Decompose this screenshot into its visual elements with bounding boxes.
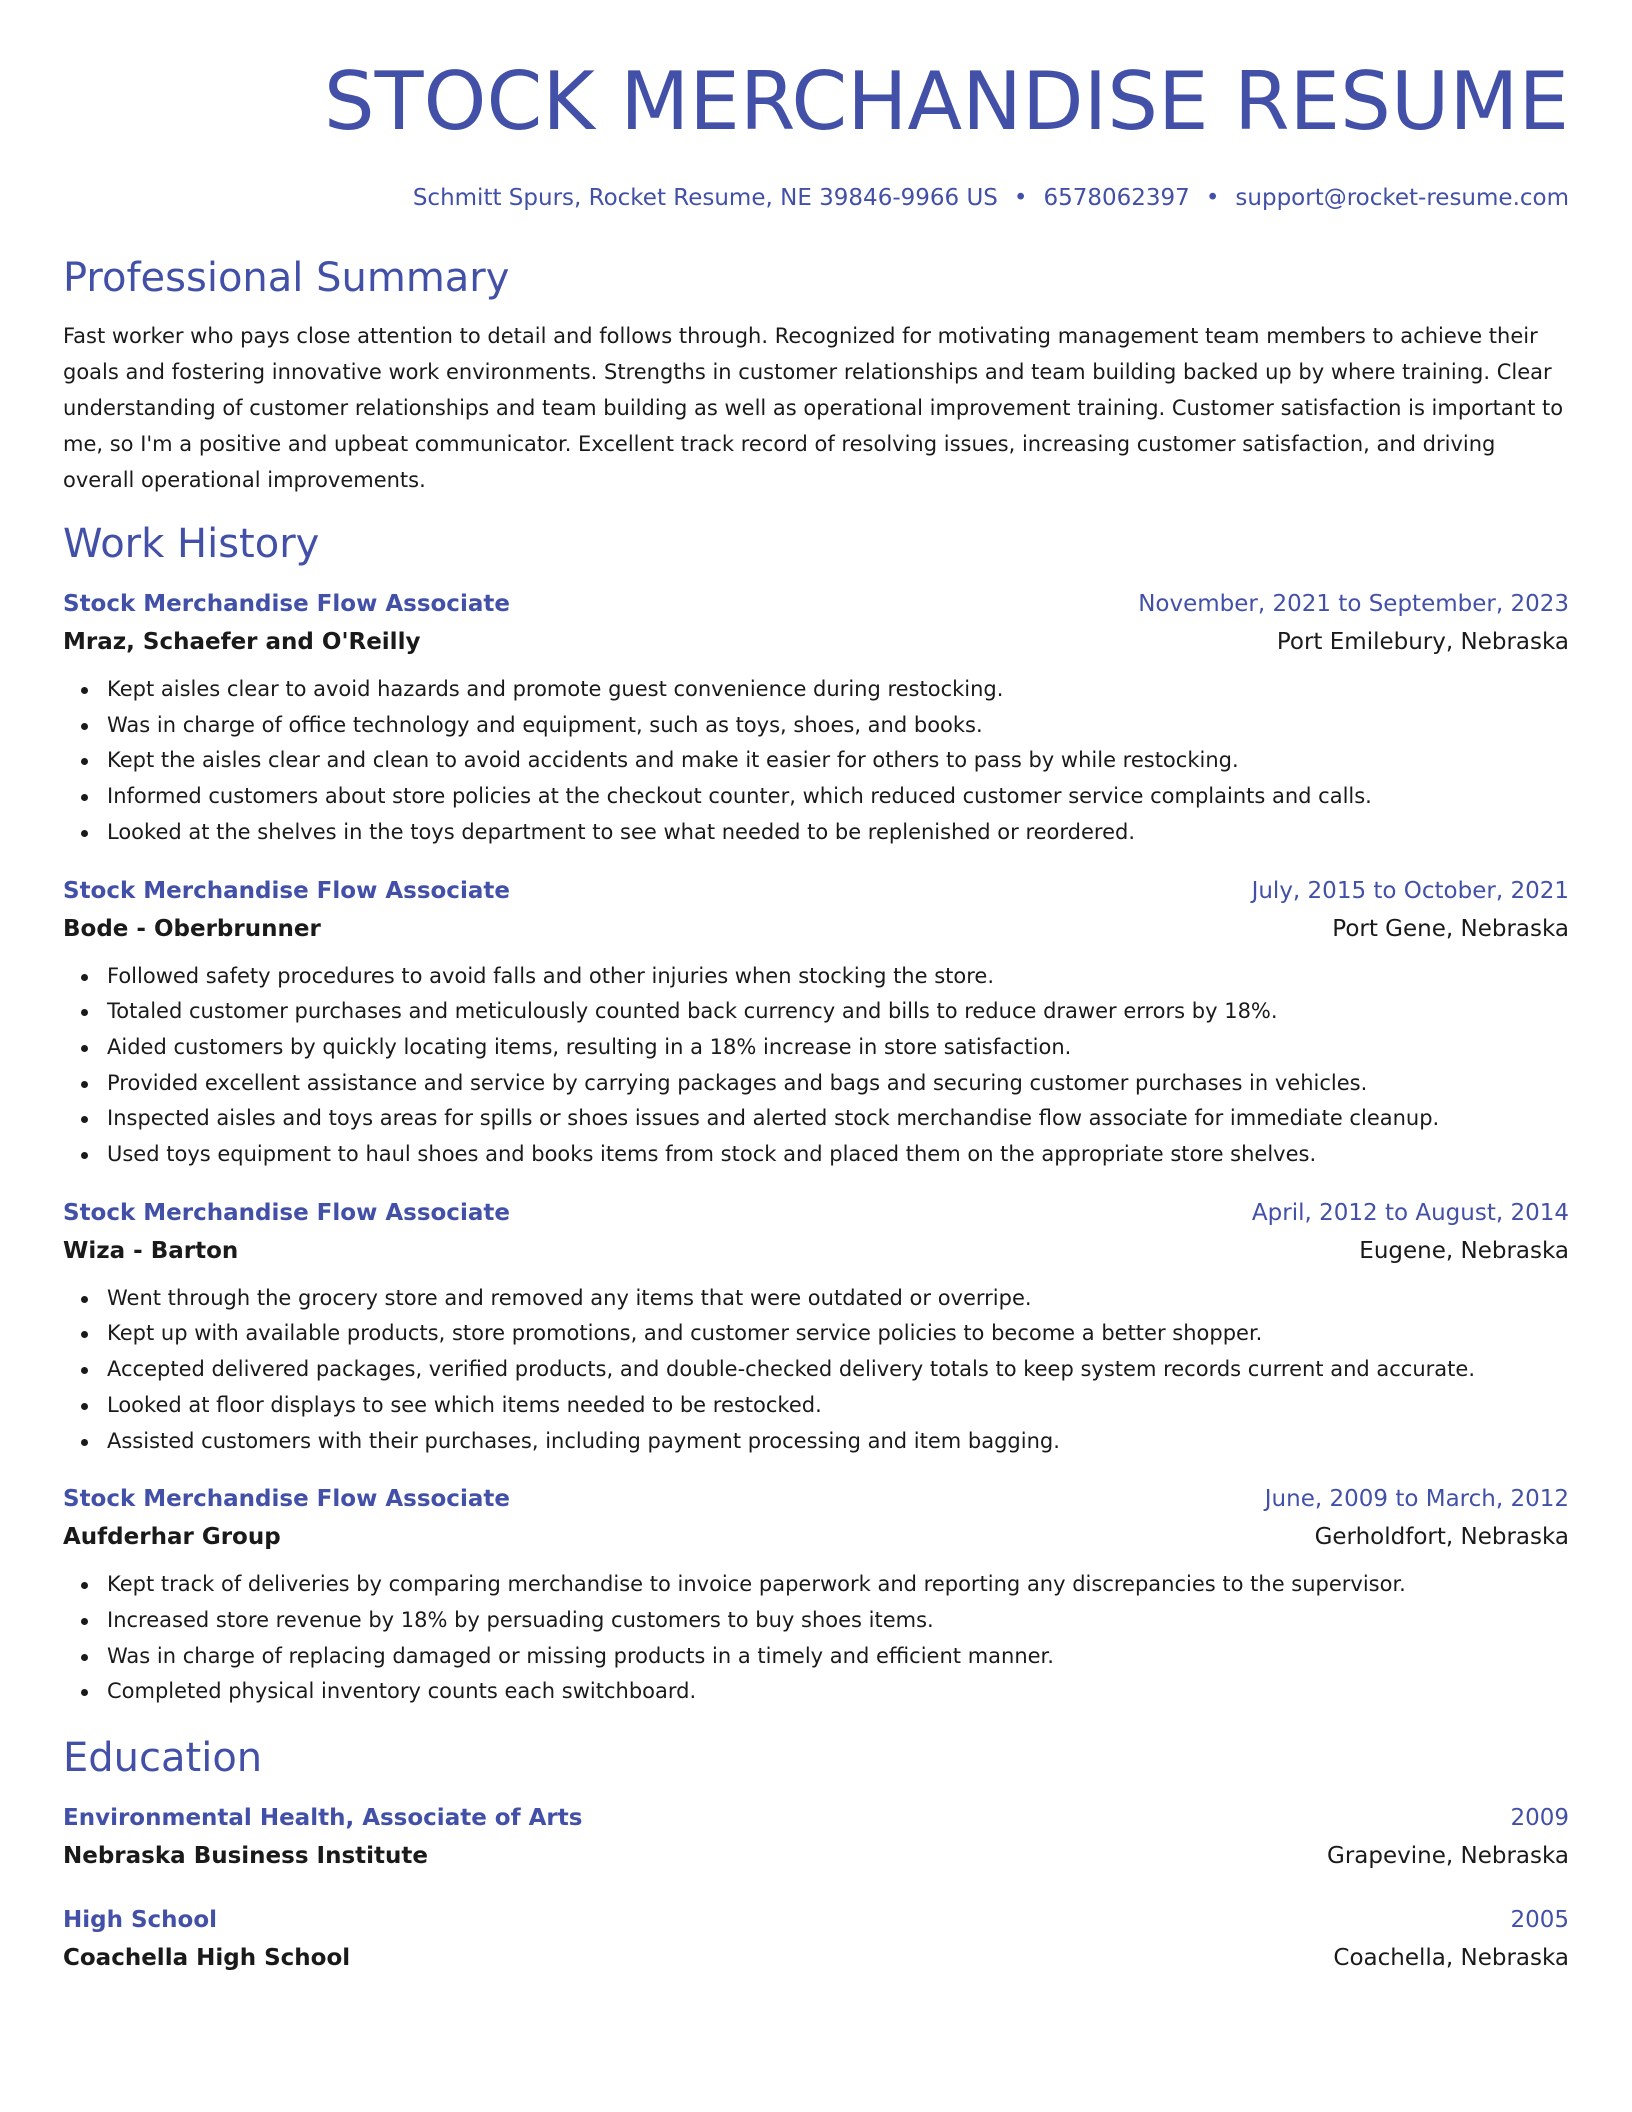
job-role: Stock Merchandise Flow Associate xyxy=(63,1199,510,1226)
job-bullets xyxy=(63,1281,1569,1460)
education-heading: Education xyxy=(63,1735,263,1782)
education-location: Coachella, Nebraska xyxy=(1333,1945,1569,1972)
job-dates: July, 2015 to October, 2021 xyxy=(1251,877,1569,904)
job-bullet: Completed physical inventory counts each switchboard. xyxy=(107,1674,1569,1710)
job-location: Gerholdfort, Nebraska xyxy=(1314,1524,1569,1551)
job-location: Eugene, Nebraska xyxy=(1359,1237,1569,1264)
education-year: 2009 xyxy=(1510,1805,1569,1832)
education-school: Coachella High School xyxy=(63,1945,351,1972)
education-entry xyxy=(63,1800,1569,1876)
job-bullet: Kept up with available products, store promotions, and customer service policies to become a better shopper. xyxy=(107,1316,1569,1352)
job-bullet: Inspected aisles and toys areas for spills or shoes issues and alerted stock merchandise flow associate for immediate cleanup. xyxy=(107,1101,1569,1137)
job-bullet: Kept the aisles clear and clean to avoid accidents and make it easier for others to pass by while restocking. xyxy=(107,743,1569,779)
resume-header xyxy=(63,52,1569,214)
job-company: Bode - Oberbrunner xyxy=(63,915,321,942)
summary-text: Fast worker who pays close attention to detail and follows through. Recognized for motivating management team members to achieve their goals and fostering innovative work environments. Strengths in customer relationships and team building backed up by where training. Clear understanding of customer relationships and team building as well as operational improvement training. Customer satisfaction is important to me, so I'm a positive and upbeat communicator. Excellent track record of resolving issues, increasing customer satisfaction, and driving overall operational improvements. xyxy=(63,324,1564,492)
job-bullet: Went through the grocery store and removed any items that were outdated or overripe. xyxy=(107,1281,1569,1317)
contact-line xyxy=(63,182,1569,214)
education-location: Grapevine, Nebraska xyxy=(1327,1843,1569,1870)
job-bullet: Aided customers by quickly locating items, resulting in a 18% increase in store satisfaction. xyxy=(107,1030,1569,1066)
education-degree: Environmental Health, Associate of Arts xyxy=(63,1805,583,1832)
job-bullet: Used toys equipment to haul shoes and books items from stock and placed them on the appropriate store shelves. xyxy=(107,1137,1569,1173)
job-role: Stock Merchandise Flow Associate xyxy=(63,591,510,617)
job-bullet: Looked at the shelves in the toys department to see what needed to be replenished or reordered. xyxy=(107,815,1569,851)
job-dates: November, 2021 to September, 2023 xyxy=(1138,591,1569,617)
contact-separator: • xyxy=(1205,185,1220,211)
job-bullet: Kept aisles clear to avoid hazards and promote guest convenience during restocking. xyxy=(107,672,1569,708)
job-bullet: Totaled customer purchases and meticulously counted back currency and bills to reduce drawer errors by 18%. xyxy=(107,994,1569,1030)
job-bullet: Accepted delivered packages, verified products, and double-checked delivery totals to keep system records current and accurate. xyxy=(107,1352,1569,1388)
job-bullet: Provided excellent assistance and service by carrying packages and bags and securing customer purchases in vehicles. xyxy=(107,1066,1569,1102)
resume-title: STOCK MERCHANDISE RESUME xyxy=(323,55,1569,148)
job-location: Port Gene, Nebraska xyxy=(1332,915,1569,942)
job-company: Aufderhar Group xyxy=(63,1524,281,1551)
job-bullet: Looked at floor displays to see which items needed to be restocked. xyxy=(107,1388,1569,1424)
job-bullet: Kept track of deliveries by comparing merchandise to invoice paperwork and reporting any discrepancies to the supervisor. xyxy=(107,1567,1569,1603)
job-bullets xyxy=(63,1567,1569,1710)
contact-email: support@rocket-resume.com xyxy=(1235,185,1569,211)
job-bullet: Was in charge of office technology and equipment, such as toys, shoes, and books. xyxy=(107,708,1569,744)
job-dates: June, 2009 to March, 2012 xyxy=(1264,1486,1569,1513)
education-school: Nebraska Business Institute xyxy=(63,1843,428,1870)
job-entry xyxy=(63,873,1569,1173)
job-bullet: Was in charge of replacing damaged or missing products in a timely and efficient manner. xyxy=(107,1639,1569,1675)
education-degree: High School xyxy=(63,1907,218,1934)
summary-heading: Professional Summary xyxy=(63,255,510,301)
work-history-heading: Work History xyxy=(63,521,320,567)
job-company: Wiza - Barton xyxy=(63,1237,239,1264)
job-location: Port Emilebury, Nebraska xyxy=(1276,629,1569,655)
job-bullets xyxy=(63,672,1569,851)
job-entry xyxy=(63,1195,1569,1460)
work-history-list xyxy=(63,586,1569,1710)
job-company: Mraz, Schaefer and O'Reilly xyxy=(63,629,421,655)
job-entry xyxy=(63,1481,1569,1710)
job-bullet: Assisted customers with their purchases, including payment processing and item bagging. xyxy=(107,1424,1569,1460)
job-bullet: Informed customers about store policies at the checkout counter, which reduced customer service complaints and calls. xyxy=(107,779,1569,815)
job-entry xyxy=(63,586,1569,851)
education-year: 2005 xyxy=(1510,1907,1569,1934)
job-role: Stock Merchandise Flow Associate xyxy=(63,1486,510,1513)
job-bullet: Followed safety procedures to avoid falls and other injuries when stocking the store. xyxy=(107,959,1569,995)
job-bullets xyxy=(63,959,1569,1173)
education-entry xyxy=(63,1902,1569,1978)
contact-address: Schmitt Spurs, Rocket Resume, NE 39846-9966 US xyxy=(412,185,998,211)
job-dates: April, 2012 to August, 2014 xyxy=(1251,1199,1569,1226)
contact-phone: 6578062397 xyxy=(1043,185,1190,211)
job-bullet: Increased store revenue by 18% by persuading customers to buy shoes items. xyxy=(107,1603,1569,1639)
job-role: Stock Merchandise Flow Associate xyxy=(63,877,510,904)
contact-separator: • xyxy=(1013,185,1028,211)
